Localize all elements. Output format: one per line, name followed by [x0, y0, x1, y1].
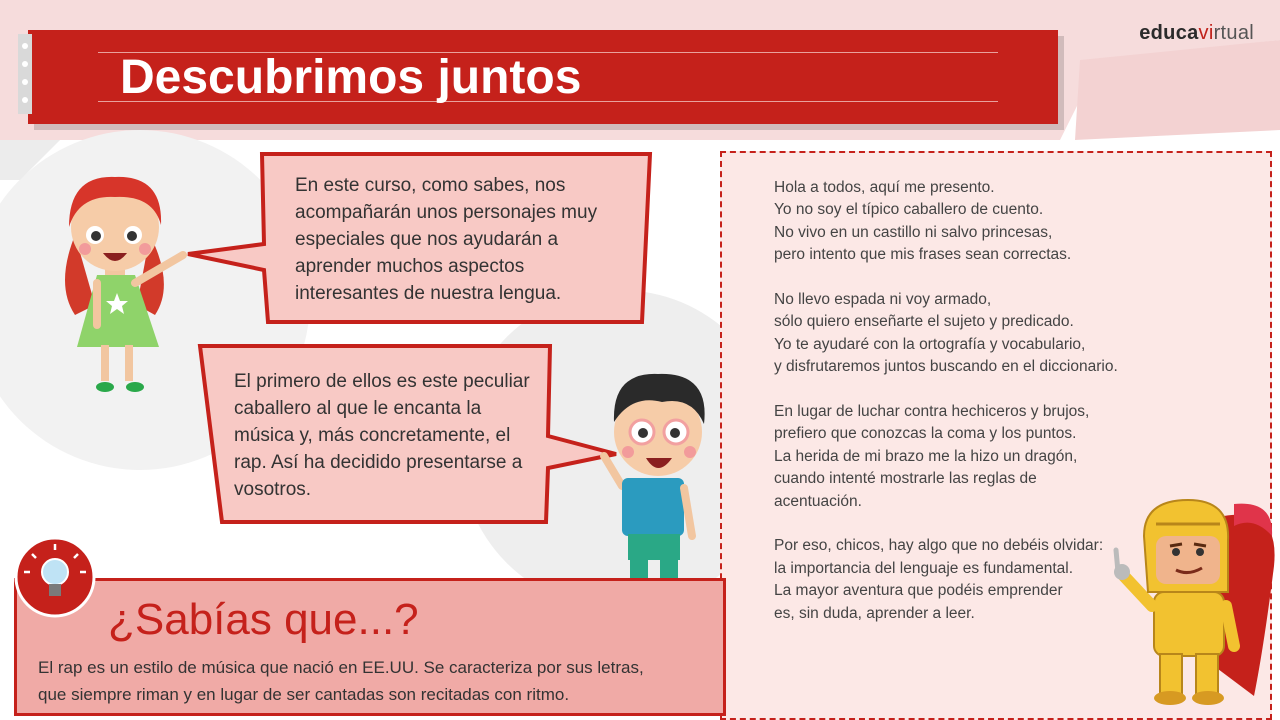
poem-line: y disfrutaremos juntos buscando en el diccionario. [774, 358, 1118, 376]
poem-line: Yo no soy el típico caballero de cuento. [774, 201, 1044, 219]
did-you-know-title: ¿Sabías que...? [108, 595, 419, 644]
poem-line: Hola a todos, aquí me presento. [774, 179, 995, 196]
poem-line: sólo quiero enseñarte el sujeto y predicado. [774, 313, 1074, 331]
bubble-2-text: El primero de ellos es este peculiar caballero al que le encanta la música y, más concretamente, el rap. Así ha decidido presentarse a vosotros. [234, 371, 530, 500]
rap-poem [774, 177, 1154, 647]
bubble-1-text: En este curso, como sabes, nos acompañarán unos personajes muy especiales que nos ayudarán a aprender muchos aspectos interesantes de nuestra lengua. [295, 175, 598, 304]
poem-line: Yo te ayudaré con la ortografía y vocabulario, [774, 335, 1086, 353]
poem-stanza-4 [774, 535, 1154, 625]
poem-line: No llevo espada ni voy armado, [774, 291, 992, 309]
poem-line: En lugar de luchar contra hechiceros y brujos, [774, 403, 1090, 421]
poem-line: No vivo en un castillo ni salvo princesas, [774, 223, 1053, 241]
did-you-know-text [38, 654, 718, 708]
poem-line: acentuación. [774, 492, 862, 510]
page-title: Descubrimos juntos [120, 51, 582, 104]
did-you-know-line: que siempre riman y en lugar de ser cantadas son recitadas con ritmo. [38, 685, 570, 704]
poem-line: prefiero que conozcas la coma y los puntos. [774, 425, 1077, 443]
poem-line: pero intento que mis frases sean correctas. [774, 246, 1072, 264]
poem-line: la importancia del lenguaje es fundamental. [774, 559, 1073, 577]
poem-line: cuando intenté mostrarle las reglas de [774, 470, 1037, 488]
binder-tape-icon [14, 34, 36, 114]
girl-character-illustration [55, 165, 190, 397]
did-you-know-line: El rap es un estilo de música que nació en EE.UU. Se caracteriza por sus letras, [38, 658, 644, 677]
poem-line: La mayor aventura que podéis emprender [774, 582, 1063, 600]
knight-character-illustration [1104, 496, 1280, 708]
poem-line: La herida de mi brazo me la hizo un dragón, [774, 447, 1078, 465]
poem-line: es, sin duda, aprender a leer. [774, 604, 975, 622]
poem-stanza-1 [774, 177, 1154, 267]
lightbulb-icon [14, 536, 96, 618]
brand-logo: educavirtual [1139, 22, 1254, 44]
poem-line: Por eso, chicos, hay algo que no debéis olvidar: [774, 537, 1104, 555]
poem-stanza-2 [774, 289, 1154, 379]
poem-stanza-3 [774, 401, 1154, 513]
